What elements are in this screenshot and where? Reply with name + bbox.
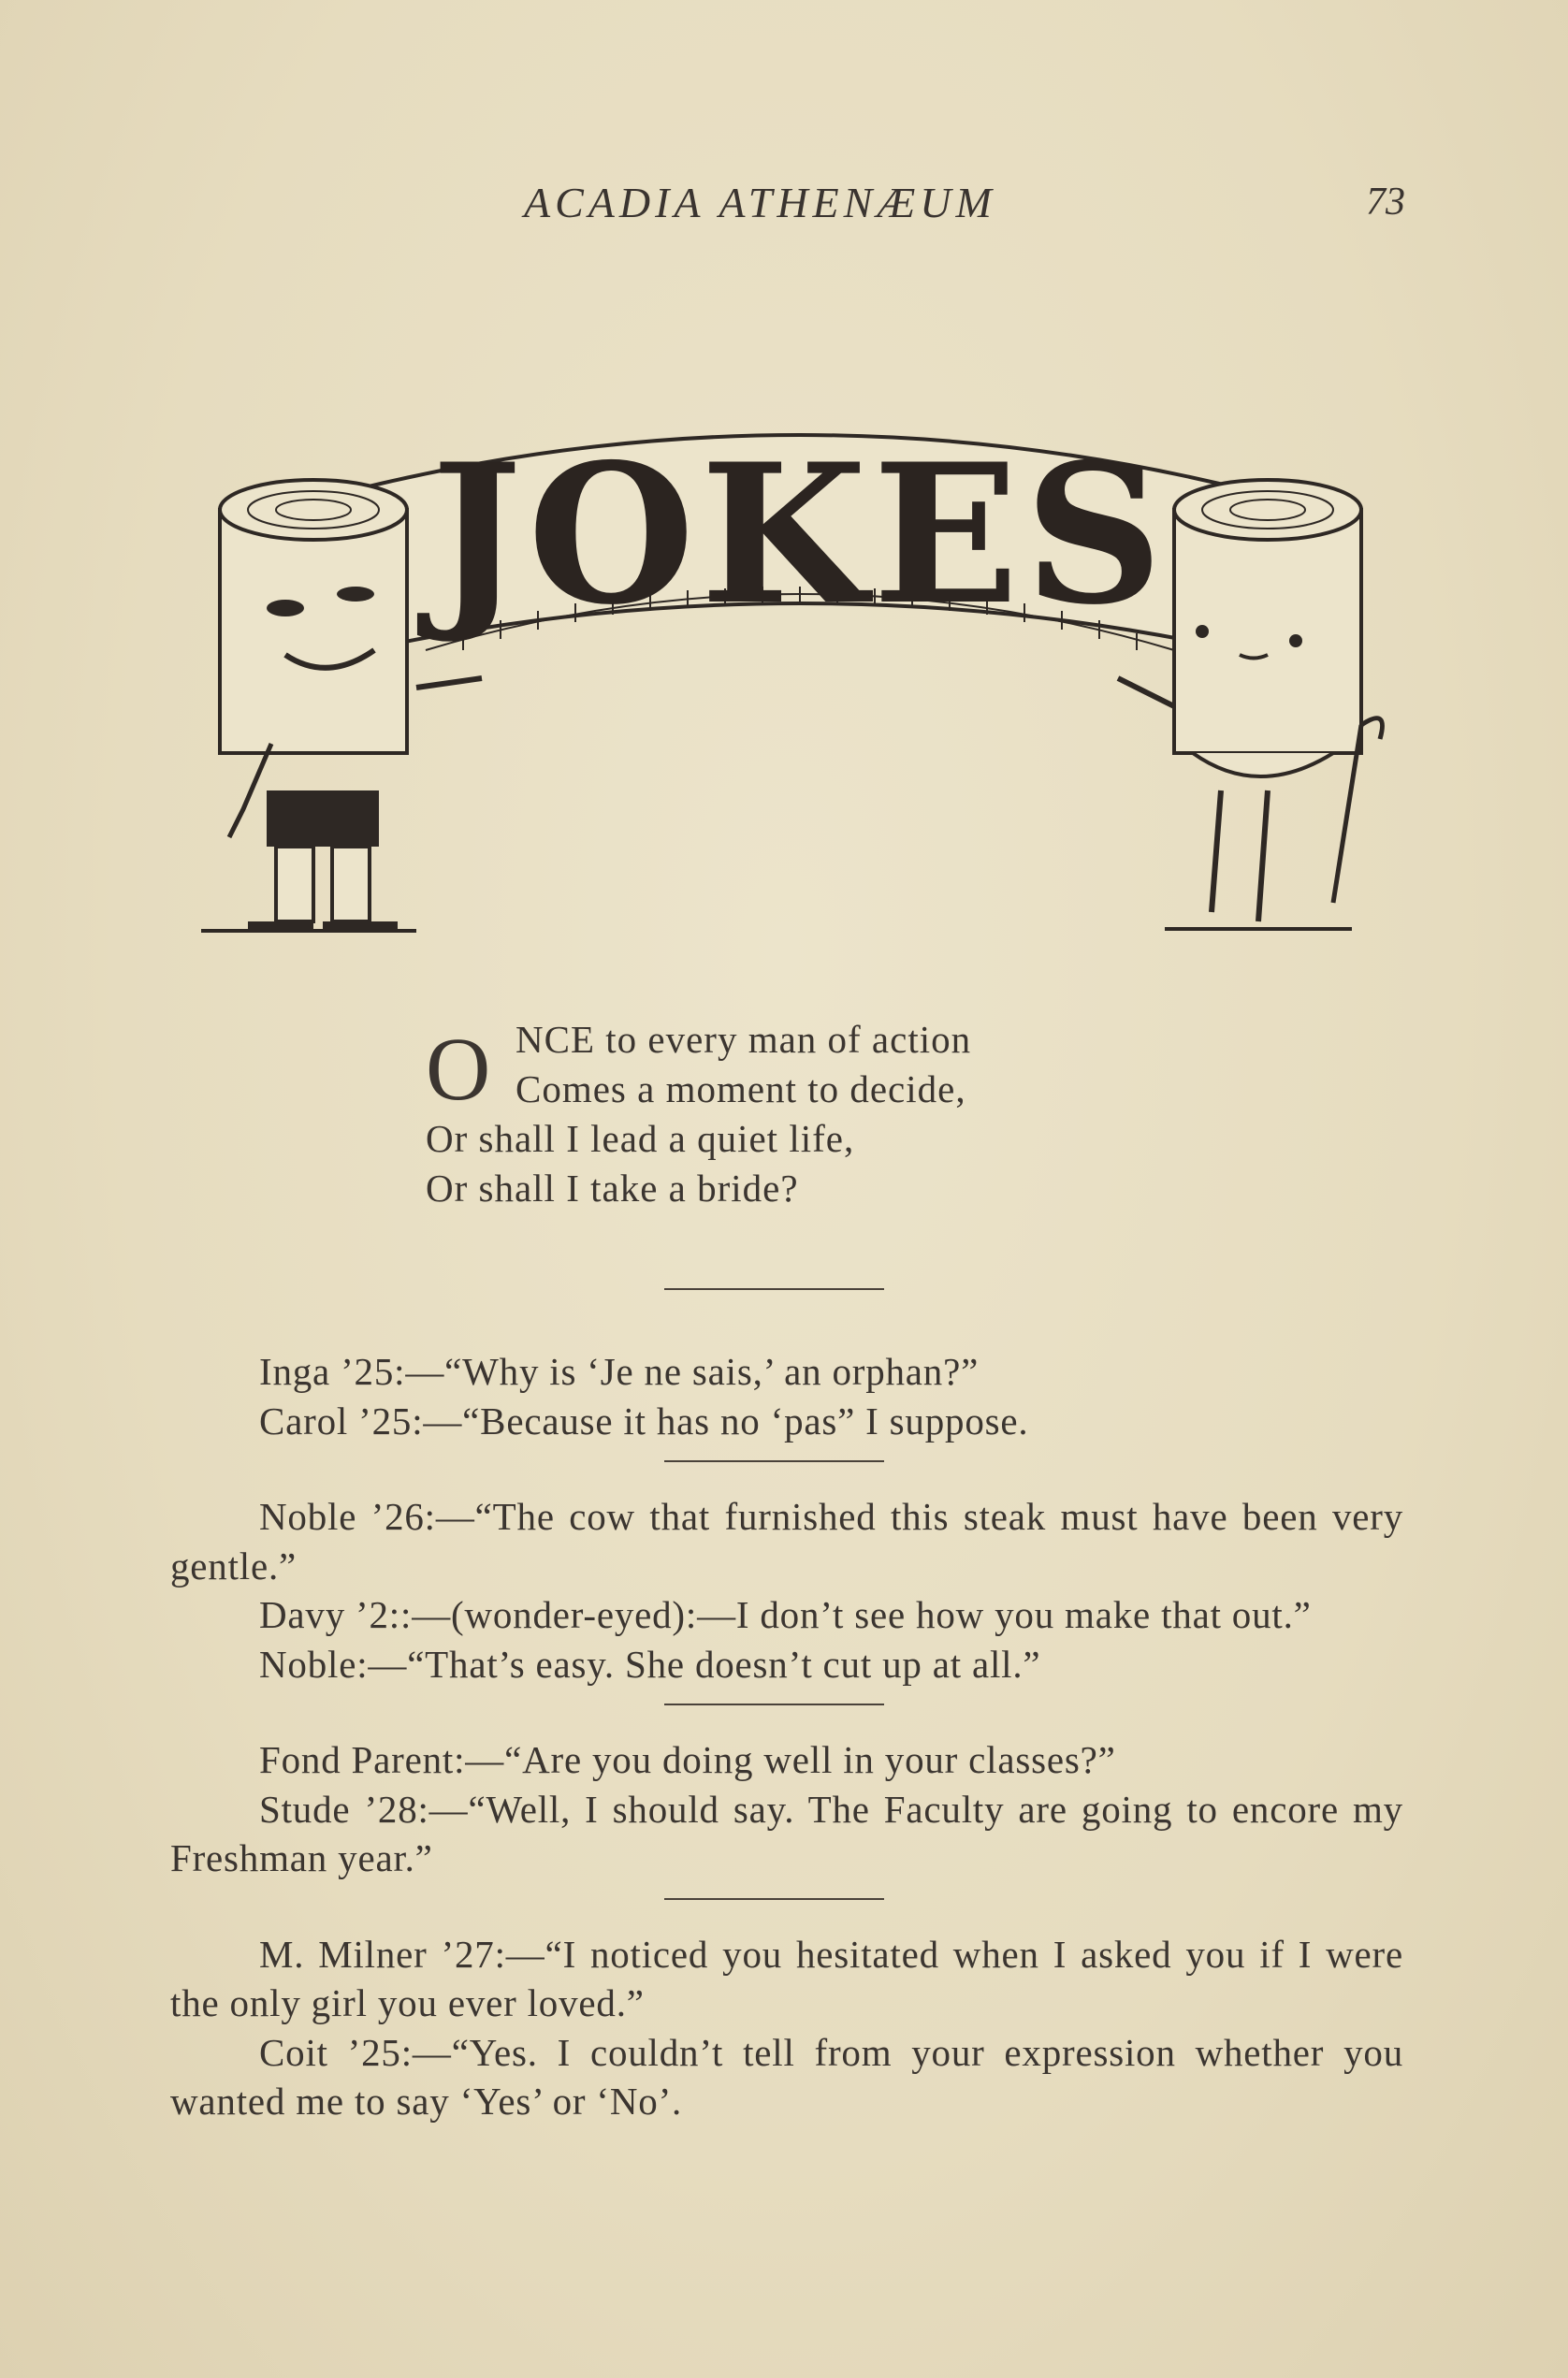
joke-divider [170, 1445, 1403, 1492]
joke-divider [170, 1883, 1403, 1930]
banner-title: JOKES [430, 423, 1169, 647]
joke-line: Coit ’25:—“Yes. I couldn’t tell from your expression whether you wanted me to say ‘Yes’ or ‘No’. [170, 2030, 1403, 2123]
page-number: 73 [1366, 181, 1405, 224]
joke-line: Inga ’25:—“Why is ‘Je ne sais,’ an orphan?” [259, 1350, 980, 1393]
joke-divider [170, 1689, 1403, 1735]
joke-line: Fond Parent:—“Are you doing well in your classes?” [259, 1738, 1116, 1781]
poem-line: Or shall I lead a quiet life, [426, 1117, 855, 1160]
jokes-section [170, 1347, 1403, 2126]
drop-cap: O [426, 1019, 492, 1119]
running-head [0, 178, 1568, 234]
joke-line: Stude ’28:—“Well, I should say. The Faculty are going to encore my Freshman year.” [170, 1787, 1403, 1879]
joke-line: Carol ’25:—“Because it has no ‘pas” I suppose. [259, 1399, 1029, 1443]
joke-line: Noble:—“That’s easy. She doesn’t cut up at all.” [259, 1642, 1041, 1686]
joke-line: Noble ’26:—“The cow that furnished this steak must have been very gentle.” [170, 1495, 1403, 1588]
joke-line: Davy ’2::—(wonder-eyed):—I don’t see how you make that out.” [259, 1593, 1312, 1636]
section-divider [664, 1288, 884, 1290]
poem-line: Comes a moment to decide, [515, 1067, 966, 1110]
journal-title: ACADIA ATHENÆUM [524, 179, 996, 226]
poem-line: Or shall I take a bride? [426, 1167, 799, 1210]
opening-poem [426, 1015, 1174, 1213]
poem-line: NCE to every man of action [515, 1018, 972, 1061]
joke-line: M. Milner ’27:—“I noticed you hesitated when I asked you if I were the only girl you ever loved.” [170, 1932, 1403, 2024]
jokes-banner-illustration [182, 370, 1417, 950]
